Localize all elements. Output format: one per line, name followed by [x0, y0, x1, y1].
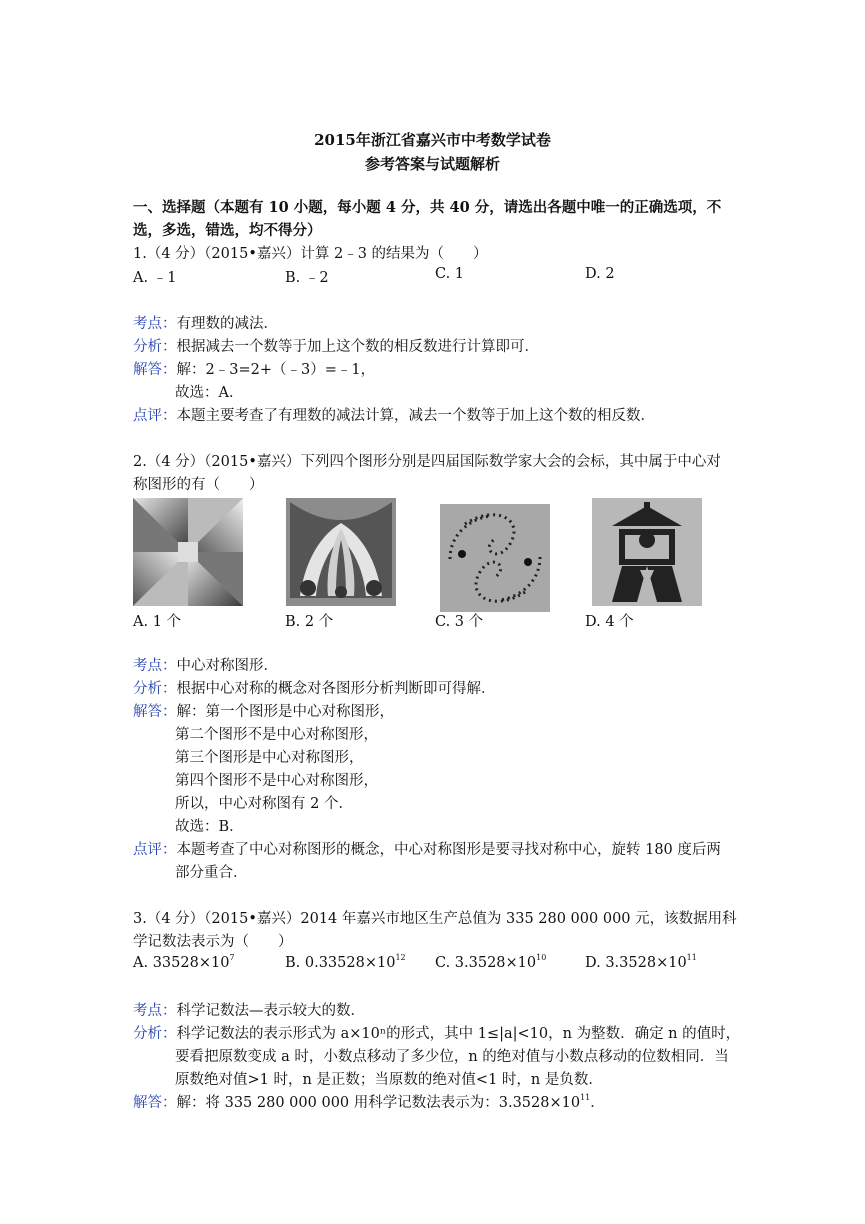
section-heading-line2: 选，多选，错选，均不得分）: [133, 222, 322, 239]
q2-option-b: B. 2 个: [285, 614, 334, 630]
q2-jieda: [133, 702, 394, 722]
q3-jieda-text: 解：将 335 280 000 000 用科学记数法表示为：3.3528×10: [176, 1095, 581, 1111]
fenxi-label: 分析：: [133, 339, 177, 355]
q2-stem-line2: 称图形的有（ ）: [133, 477, 264, 493]
q1-stem: 1.（4 分）（2015•嘉兴）计算 2﹣3 的结果为（ ）: [133, 246, 488, 262]
q1-option-a: A. ﹣1: [133, 270, 177, 286]
q1-jieda-line1: 解：2﹣3=2+（﹣3）=﹣1，: [176, 362, 376, 378]
q1-fenxi-text: 根据减去一个数等于加上这个数的相反数进行计算即可．: [176, 339, 539, 355]
q2-jieda-line3: 第三个图形是中心对称图形，: [175, 750, 364, 766]
q2-jieda-line1: 解：第一个图形是中心对称图形，: [176, 704, 394, 720]
q2-jieda-line6: 故选：B．: [175, 819, 244, 835]
q3-fenxi-line3: 原数绝对值>1 时，n 是正数；当原数的绝对值<1 时，n 是负数．: [175, 1072, 603, 1088]
q2-dianping-text: 本题考查了中心对称图形的概念，中心对称图形是要寻找对称中心，旋转 180 度后两: [176, 842, 721, 858]
q3-kaodian: [133, 1001, 365, 1021]
q3-option-c: C. $3.3528\times 10^{10}$: [435, 953, 547, 971]
q3-stem-line1: 3.（4 分）（2015•嘉兴）2014 年嘉兴市地区生产总值为 335 280 000 000 元，该数据用科: [133, 911, 737, 927]
q2-kaodian-text: 中心对称图形．: [176, 658, 278, 674]
q2-kaodian: [133, 656, 278, 676]
page-subtitle: 参考答案与试题解析: [364, 155, 500, 173]
q3-option-a: A. $33528\times 10^7$: [133, 953, 235, 971]
kaodian-label: 考点：: [133, 1003, 177, 1019]
q2-fenxi: [133, 679, 496, 699]
q3-option-b: B. $0.33528\times 10^{12}$: [285, 953, 406, 971]
q2-dianping-line2: 部分重合．: [175, 865, 248, 881]
hat-figure-icon: [592, 498, 702, 606]
q1-option-d: D. 2: [585, 266, 615, 282]
q3-kaodian-text: 科学记数法—表示较大的数．: [176, 1003, 365, 1019]
q2-option-a: A. 1 个: [133, 614, 182, 630]
jieda-label: 解答：: [133, 362, 177, 378]
dotted-spiral-icon: [440, 504, 550, 612]
q3-fenxi-text: 科学记数法的表示形式为 a×10ⁿ的形式，其中 1≤|a|<10，n 为整数．确定 n 的值时，: [176, 1026, 741, 1042]
q2-option-d: D. 4 个: [585, 614, 634, 630]
q1-option-c: C. 1: [435, 266, 465, 282]
q1-dianping: [133, 406, 655, 426]
q1-jieda: [133, 360, 375, 380]
q3-jieda-exponent: 11: [580, 1093, 591, 1102]
q1-option-b: B. ﹣2: [285, 270, 329, 286]
q3-fenxi-line2: 要看把原数变成 a 时，小数点移动了多少位，n 的绝对值与小数点移动的位数相同．当: [175, 1049, 729, 1065]
q2-dianping: [133, 840, 721, 860]
q2-jieda-line4: 第四个图形不是中心对称图形，: [175, 773, 378, 789]
q1-kaodian-text: 有理数的减法．: [176, 316, 278, 332]
q3-fenxi: [133, 1024, 740, 1044]
fan-arch-icon: [286, 498, 396, 606]
q3-option-d: D. $3.3528\times 10^{11}$: [585, 953, 697, 971]
jieda-label: 解答：: [133, 704, 177, 720]
q2-jieda-line2: 第二个图形不是中心对称图形，: [175, 727, 378, 743]
pinwheel-square-icon: [133, 498, 243, 606]
dianping-label: 点评：: [133, 408, 177, 424]
q2-fenxi-text: 根据中心对称的概念对各图形分析判断即可得解．: [176, 681, 496, 697]
q2-jieda-line5: 所以，中心对称图有 2 个．: [175, 796, 353, 812]
fenxi-label: 分析：: [133, 681, 177, 697]
q2-option-c: C. 3 个: [435, 614, 484, 630]
fenxi-label: 分析：: [133, 1026, 177, 1042]
kaodian-label: 考点：: [133, 316, 177, 332]
page-title: 2015年浙江省嘉兴市中考数学试卷: [314, 131, 551, 149]
q1-kaodian: [133, 314, 278, 334]
q3-stem-line2: 学记数法表示为（ ）: [133, 934, 293, 950]
jieda-label: 解答：: [133, 1095, 177, 1111]
section-heading-line1: 一、选择题（本题有 10 小题，每小题 4 分，共 40 分，请选出各题中唯一的正确选项，不: [133, 199, 722, 216]
q1-jieda-line2: 故选：A．: [175, 385, 244, 401]
kaodian-label: 考点：: [133, 658, 177, 674]
q2-stem-line1: 2.（4 分）（2015•嘉兴）下列四个图形分别是四届国际数学家大会的会标，其中属于中心对: [133, 454, 721, 470]
q1-fenxi: [133, 337, 539, 357]
q3-jieda: 解答：解：将 335 280 000 000 用科学记数法表示为：$3.3528\times 10^{11}$．: [133, 1093, 605, 1111]
q1-dianping-text: 本题主要考查了有理数的减法计算，减去一个数等于加上这个数的相反数．: [176, 408, 655, 424]
dianping-label: 点评：: [133, 842, 177, 858]
